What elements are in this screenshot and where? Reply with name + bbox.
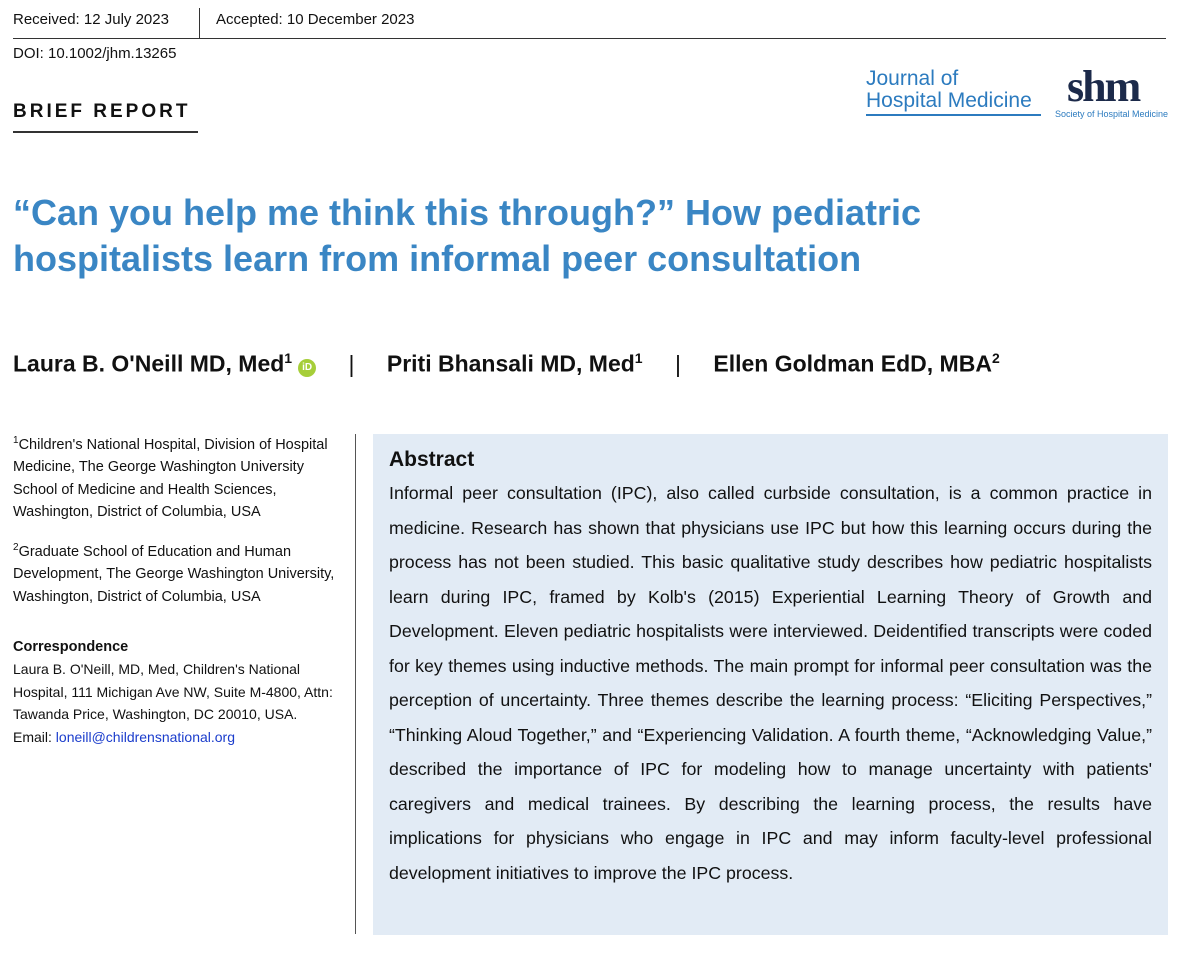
author-separator: | bbox=[674, 350, 681, 377]
article-dates-bar bbox=[13, 10, 1166, 39]
received-date: Received: 12 July 2023 bbox=[13, 11, 169, 28]
author-affiliation-marker: 1 bbox=[284, 350, 293, 366]
correspondence-email-line bbox=[13, 726, 343, 749]
journal-name-line2: Hospital Medicine bbox=[866, 89, 1032, 112]
correspondence-heading: Correspondence bbox=[13, 639, 129, 656]
column-divider bbox=[355, 434, 356, 934]
journal-logo-underline bbox=[866, 114, 1041, 116]
affiliations-column bbox=[13, 430, 343, 748]
abstract-box bbox=[373, 434, 1168, 935]
accepted-date: Accepted: 10 December 2023 bbox=[216, 11, 415, 28]
article-type-label: BRIEF REPORT bbox=[13, 101, 191, 122]
email-link[interactable]: loneill@childrensnational.org bbox=[55, 728, 236, 745]
society-logo[interactable] bbox=[1053, 62, 1171, 122]
correspondence-address: Laura B. O'Neill, MD, Med, Children's National Hospital, 111 Michigan Ave NW, Suite M-4800, Attn: Tawanda Price, Washington, DC 20010, USA. bbox=[13, 661, 333, 723]
journal-name-line1: Journal of bbox=[866, 67, 959, 90]
abstract-text: Informal peer consultation (IPC), also called curbside consultation, is a common practice in medicine. Research has shown that physicians use IPC but how this learning occurs during the process has not been studied. This basic qualitative study describes how pediatric hospitalists learn during IPC, framed by Kolb's (2015) Experiential Learning Theory of Growth and Development. Eleven pediatric hospitalists were interviewed. Deidentified transcripts were coded for key themes using inductive methods. The main prompt for informal peer consultation was the perception of uncertainty. Three themes describe the learning process: “Eliciting Perspectives,” “Thinking Aloud Together,” and “Experiencing Validation. A fourth theme, “Acknowledging Value,” described the importance of IPC for modeling how to manage uncertainty with patients' caregivers and medical trainees. By describing the learning process, the results have implications for physicians who engage in IPC and may inform faculty-level professional development initiatives to improve the IPC process. bbox=[389, 483, 1152, 883]
email-label: Email: bbox=[13, 728, 52, 745]
affiliation-text: Children's National Hospital, Division of Hospital Medicine, The George Washington University School of Medicine and Health Sciences, Washington, District of Columbia, USA bbox=[13, 436, 328, 521]
society-logo-mark: shm bbox=[1067, 62, 1140, 111]
article-type-underline bbox=[13, 131, 198, 133]
author-name[interactable]: Ellen Goldman EdD, MBA bbox=[713, 350, 992, 377]
journal-logo[interactable] bbox=[866, 67, 1046, 119]
author-affiliation-marker: 2 bbox=[991, 350, 1000, 366]
article-title: “Can you help me think this through?” How pediatric hospitalists learn from informal peer consultation bbox=[13, 192, 922, 279]
author-affiliation-marker: 1 bbox=[634, 350, 643, 366]
society-logo-name: Society of Hospital Medicine bbox=[1055, 109, 1169, 119]
affiliation-text: Graduate School of Education and Human Development, The George Washington University, Washington, District of Columbia, USA bbox=[13, 543, 335, 605]
author-name[interactable]: Priti Bhansali MD, Med bbox=[386, 350, 635, 377]
affiliation-number: 1 bbox=[13, 435, 19, 446]
doi[interactable]: DOI: 10.1002/jhm.13265 bbox=[13, 45, 177, 62]
affiliation bbox=[13, 537, 343, 608]
affiliation-number: 2 bbox=[13, 541, 19, 553]
author-name[interactable]: Laura B. O'Neill MD, Med bbox=[13, 350, 285, 377]
dates-divider bbox=[199, 8, 200, 38]
author-list bbox=[13, 340, 1000, 382]
abstract-heading: Abstract bbox=[389, 448, 475, 471]
orcid-icon[interactable]: iD bbox=[298, 359, 316, 377]
affiliation bbox=[13, 430, 343, 524]
author-separator: | bbox=[348, 350, 355, 377]
